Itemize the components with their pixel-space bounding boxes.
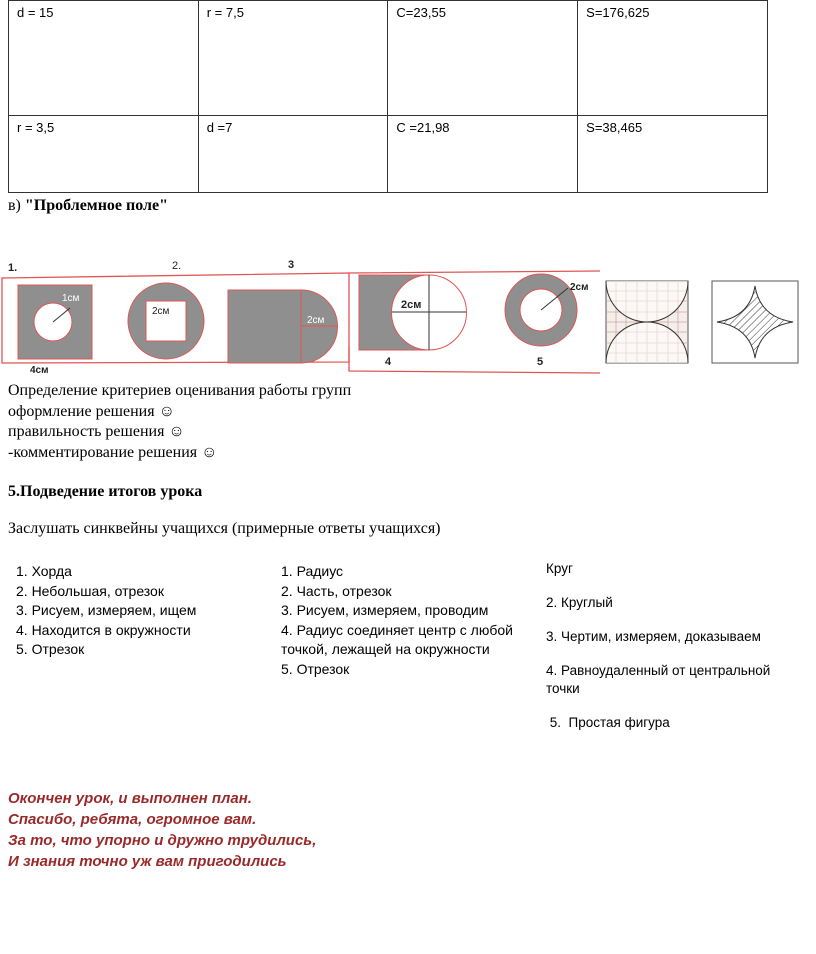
list-item: 5. Простая фигура xyxy=(546,715,670,730)
list-item: 3. Рисуем, измеряем, проводим xyxy=(281,602,489,618)
figure-grid-arcs xyxy=(606,281,688,363)
list-item: 2. Небольшая, отрезок xyxy=(16,582,164,599)
criteria-item: правильность решения ☺ xyxy=(8,423,185,440)
results-table xyxy=(8,0,768,193)
list-item: 4. Находится в окружности xyxy=(16,621,191,638)
figure-label: 1см xyxy=(62,293,80,304)
cinquain-circle xyxy=(546,560,796,732)
figure-rect-circle-overlap xyxy=(359,275,467,350)
list-item: 4. Равноудаленный от центральной точки xyxy=(546,663,771,696)
table-row xyxy=(9,116,768,193)
problem-heading xyxy=(8,197,168,215)
list-item: Круг xyxy=(546,561,573,576)
figure-number-3: 3 xyxy=(288,259,295,271)
list-item: 5. Отрезок xyxy=(16,641,85,657)
list-item: 3. Рисуем, измеряем, ищем xyxy=(16,602,197,618)
criteria-title: Определение критериев оценивания работы групп xyxy=(8,382,352,399)
list-item: 2. Круглый xyxy=(546,595,613,610)
poem-line: За то, что упорно и дружно трудились, xyxy=(8,832,317,849)
table-cell: r = 7,5 xyxy=(198,1,388,116)
figure-ring xyxy=(505,274,589,346)
poem-line: Окончен урок, и выполнен план. xyxy=(8,790,252,807)
list-item: 1. Радиус xyxy=(281,563,344,579)
table-cell: d =7 xyxy=(198,116,388,193)
figure-number-2: 2. xyxy=(172,260,182,272)
table-cell: r = 3,5 xyxy=(9,116,199,193)
figure-label: 4см xyxy=(30,365,49,376)
figure-label: 2см xyxy=(570,282,589,293)
closing-poem xyxy=(8,788,316,872)
figure-number-5: 5 xyxy=(537,356,544,368)
figure-label: 2см xyxy=(152,306,170,317)
criteria-item: -комментирование решения ☺ xyxy=(8,443,218,461)
cinquain-radius xyxy=(281,562,531,679)
figure-number-4: 4 xyxy=(385,356,392,368)
section-intro: Заслушать синквейны учащихся (примерные ответы учащихся) xyxy=(8,520,441,537)
table-cell: d = 15 xyxy=(9,1,199,116)
problem-heading-prefix: в) xyxy=(8,197,25,214)
criteria-block xyxy=(8,381,351,463)
list-item: 2. Часть, отрезок xyxy=(281,582,392,599)
criteria-item: оформление решения ☺ xyxy=(8,402,175,420)
table-cell: C=23,55 xyxy=(388,1,578,116)
list-item: 1. Хорда xyxy=(16,563,72,579)
problem-figures xyxy=(0,255,816,380)
table-cell: S=38,465 xyxy=(578,116,768,193)
cinquain-chord xyxy=(16,562,196,660)
figure-number-1: 1. xyxy=(8,262,18,274)
poem-line: И знания точно уж вам пригодились xyxy=(8,853,287,870)
table-row xyxy=(9,1,768,116)
figure-circle-with-square xyxy=(128,283,204,359)
list-item: 3. Чертим, измеряем, доказываем xyxy=(546,629,761,644)
list-item: 5. Отрезок xyxy=(281,660,350,677)
figure-square-semicircle xyxy=(228,290,338,363)
figure-label: 2см xyxy=(307,315,325,326)
figure-astroid xyxy=(712,281,798,363)
table-cell: C =21,98 xyxy=(388,116,578,193)
poem-line: Спасибо, ребята, огромное вам. xyxy=(8,811,257,828)
problem-heading-title: "Проблемное поле" xyxy=(24,197,168,214)
table-cell: S=176,625 xyxy=(578,1,768,116)
section-title: 5.Подведение итогов урока xyxy=(8,483,203,500)
figure-label: 2см xyxy=(401,299,422,311)
list-item: 4. Радиус соединяет центр с любой точкой, лежащей на окружности xyxy=(281,621,513,657)
